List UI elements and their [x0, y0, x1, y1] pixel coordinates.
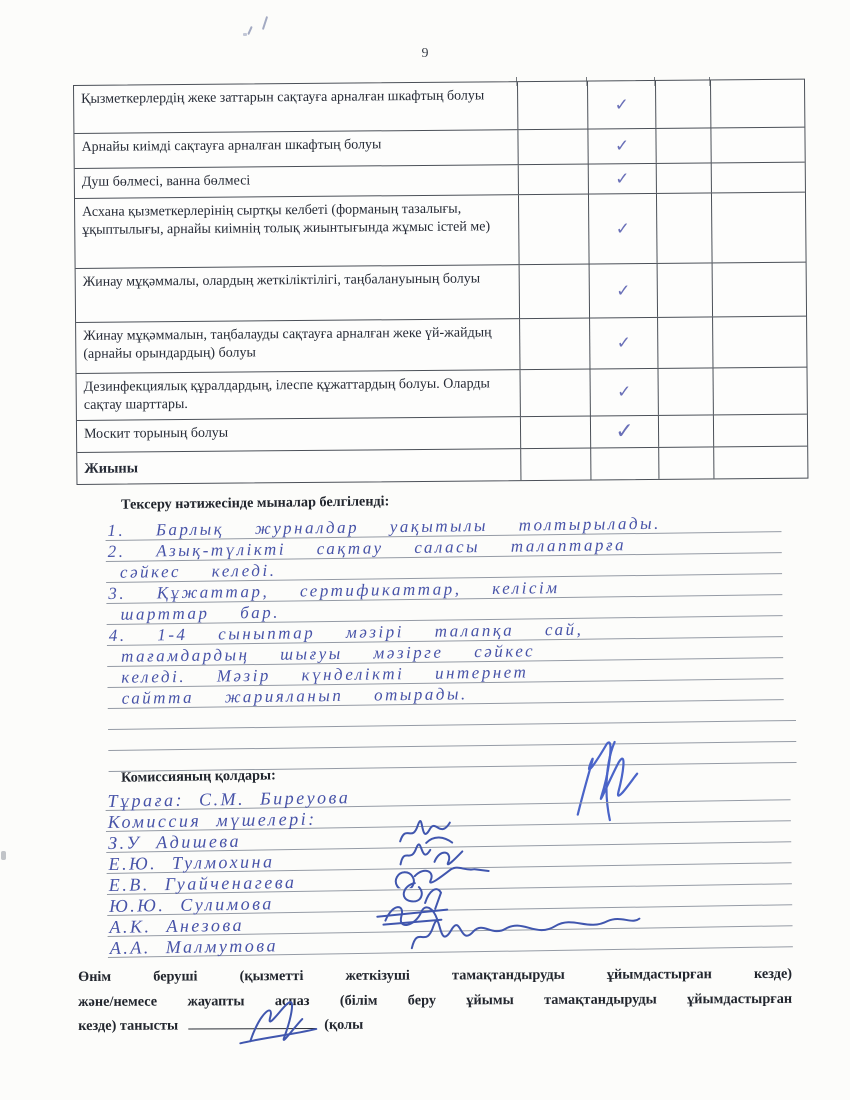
check-cell [656, 128, 711, 162]
row-label: Душ бөлмесі, ванна бөлмесі [75, 165, 519, 198]
check-cell [712, 163, 805, 193]
ink-smudge [247, 26, 252, 35]
check-cell [656, 80, 711, 127]
commission-name: А.А. Малмутова [109, 935, 279, 958]
checkmark: ✓ [591, 416, 659, 448]
row-label-total: Жиыны [77, 449, 521, 484]
check-cell [659, 447, 714, 478]
row-label: Арнайы киімді сақтауға арналған шкафтың болуы [74, 130, 518, 168]
checkmark: ✓ [590, 264, 658, 318]
checkmark: ✓ [588, 129, 656, 164]
handwritten-text: 3. Құжаттар, сертификаттар, келісім [108, 578, 560, 603]
check-cell [521, 448, 591, 480]
check-cell [713, 263, 806, 317]
checkmark: ✓ [589, 194, 658, 264]
handwritten-text: 1. Барлық журналдар уақытылы толтырылады. [107, 513, 661, 540]
check-cell [518, 82, 588, 130]
handwritten-text: 2. Азық-түлікті сақтау саласы талаптарға [107, 535, 627, 561]
commission-name: Е.Ю. Тулмохина [108, 851, 275, 874]
check-cell [658, 317, 713, 367]
table-row [76, 263, 806, 323]
acknowledgement-paragraph [78, 962, 792, 1039]
checkmark: ✓ [590, 318, 658, 369]
check-cell [657, 163, 712, 192]
table-row [76, 317, 806, 374]
scan-edge-mark [1, 851, 6, 860]
handwritten-text: келеді. Мәзір күнделікті интернет [121, 662, 529, 687]
check-cell [711, 80, 804, 128]
check-cell [521, 369, 591, 416]
checkmark: ✓ [588, 81, 656, 129]
commission-name: Е.В. Гуайченагева [108, 872, 297, 895]
check-cell [712, 193, 806, 263]
check-cell [714, 447, 807, 479]
commission-section [105, 759, 793, 958]
handwritten-text: 4. 1-4 сыныптар мәзірі талапқа сай, [108, 619, 584, 645]
check-cell [519, 165, 589, 195]
handwritten-text: шарттар бар. [120, 602, 281, 624]
checkmark [591, 448, 659, 480]
check-cell [518, 130, 588, 165]
handwritten-text: тағамдардың шығуы мәзірге сәйкес [120, 641, 536, 666]
findings-lines [105, 511, 784, 772]
findings-section [105, 488, 785, 772]
table-row [77, 368, 807, 421]
commission-name: З.У Адишева [107, 830, 242, 853]
commission-name: Тұраға: С.М. Биреуова [107, 787, 351, 811]
table-row [75, 193, 806, 269]
check-cell [520, 318, 590, 369]
row-label: Қызметкерлердің жеке заттарын сақтауға арналған шкафтың болуы [74, 82, 518, 133]
row-label: Дезинфекциялық құралдардың, ілеспе құжаттардың болуы. Оларды сақтау шарттары. [77, 370, 521, 420]
check-cell [713, 368, 806, 415]
check-cell [713, 317, 806, 368]
signature-blank [188, 1014, 316, 1030]
ink-smudge [262, 16, 268, 30]
commission-name: А.К. Анезова [109, 914, 245, 937]
acknowledgement-line: және/немесе жауапты аспаз (білім беру ұйымы тамақтандыруды ұйымдастырған [78, 990, 793, 1010]
commission-name: Ю.Ю. Сулимова [108, 893, 274, 916]
commission-rows [105, 779, 793, 958]
check-cell [521, 416, 591, 448]
check-cell [520, 264, 590, 318]
row-label: Асхана қызметкерлерінің сыртқы келбеті (форманың тазалығы, ұқыптылығы, арнайы киімнің толық жиынтығында жұмыс істей ме) [75, 195, 520, 268]
checkmark: ✓ [591, 369, 659, 416]
checklist-table [73, 79, 808, 485]
page-number: 9 [421, 46, 429, 61]
table-row [74, 80, 804, 134]
commission-heading: Комиссияның қолдары: [120, 767, 276, 786]
check-cell [657, 193, 713, 262]
row-label: Москит торының болуы [77, 417, 521, 452]
check-cell [658, 263, 713, 316]
findings-heading: Тексеру нәтижесінде мыналар белгіленді: [120, 493, 390, 513]
check-cell [659, 415, 714, 446]
acknowledgement-line: Өнім беруші (қызметті жеткізуші тамақтандыруды ұйымдастырған кезде) [78, 965, 793, 985]
acknowledgement-text: (қолы [324, 1016, 364, 1033]
handwritten-text: сайтта жарияланып отырады. [121, 684, 468, 708]
row-label: Жинау мұқәммалы, олардың жеткіліктілігі, таңбалануының болуы [76, 265, 520, 322]
acknowledgement-text: кезде) танысты [78, 1017, 179, 1034]
check-cell [714, 415, 807, 447]
row-label: Жинау мұқәммалын, таңбалауды сақтауға арналған жеке үй-жайдың (арнайы орындардың) болуы [76, 319, 520, 373]
handwritten-text: сәйкес келеді. [119, 560, 277, 582]
checkmark: ✓ [589, 164, 657, 194]
check-cell [658, 368, 713, 414]
check-cell [711, 128, 804, 163]
acknowledgement-line [78, 1011, 792, 1039]
table-row-total [77, 447, 807, 484]
ink-smudge [243, 33, 247, 36]
commission-name: Комиссия мүшелері: [107, 808, 317, 832]
check-cell [519, 195, 590, 265]
